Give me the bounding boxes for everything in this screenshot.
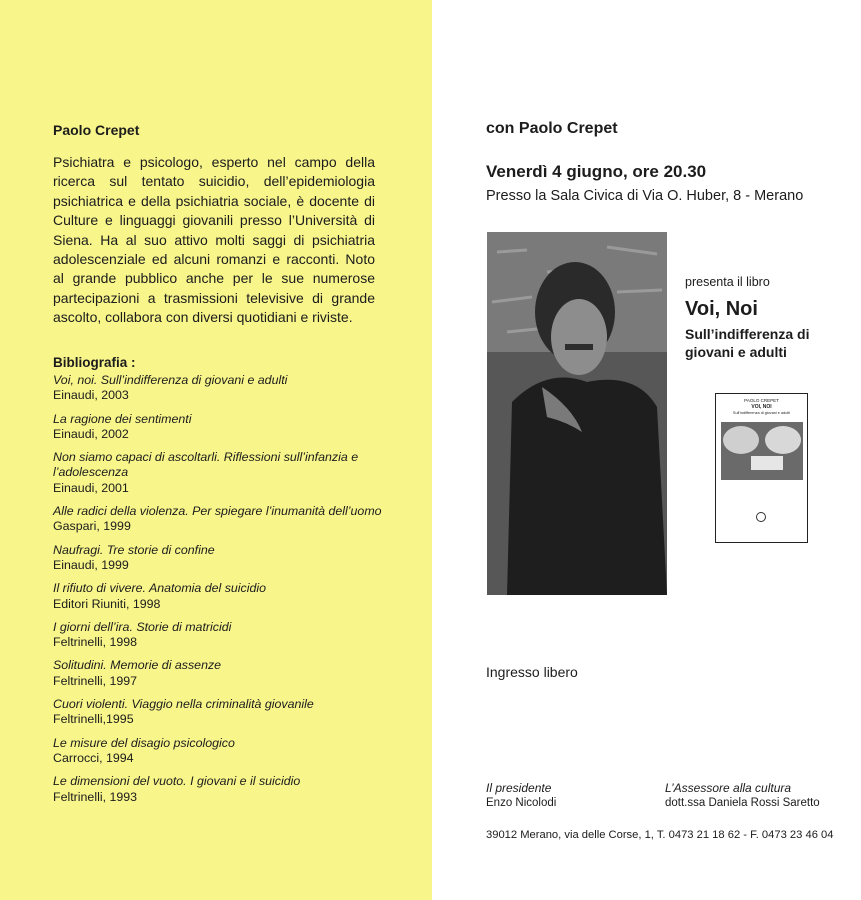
featured-book-title: Voi, Noi: [685, 298, 758, 320]
book-publisher: Einaudi, 1999: [53, 557, 129, 572]
entry-info: Ingresso libero: [486, 664, 578, 680]
book-publisher: Feltrinelli,1995: [53, 712, 134, 727]
book-publisher: Carrocci, 1994: [53, 750, 134, 765]
bibliography-item: [53, 450, 383, 496]
book-publisher: Gaspari, 1999: [53, 519, 131, 534]
book-publisher: Feltrinelli, 1998: [53, 635, 138, 650]
book-title: Il rifiuto di vivere. Anatomia del suicidio: [53, 581, 267, 596]
book-title: Voi, noi. Sull’indifferenza di giovani e adulti: [53, 373, 288, 387]
presents-label: presenta il libro: [685, 275, 770, 289]
book-publisher: Editori Riuniti, 1998: [53, 596, 161, 611]
bibliography-item: [53, 736, 383, 767]
book-title: Alle radici della violenza. Per spiegare l’inumanità dell’uomo: [53, 504, 382, 519]
book-title: Le dimensioni del vuoto. I giovani e il suicidio: [53, 774, 301, 789]
book-title: Cuori violenti. Viaggio nella criminalità giovanile: [53, 697, 314, 712]
bibliography-item: [53, 504, 383, 535]
author-bio: Psichiatra e psicologo, esperto nel campo della ricerca sul tentato suicidio, dell’epidemiologia psichiatrica e della psichiatria sociale, è docente di Culture e linguaggi giovanili presso l’Università di Siena. Ha al suo attivo molti saggi di psichiatria adolescenziale ed alcuni romanzi e racconti. Noto al grande pubblico anche per le sue numerose partecipazioni a trasmissioni televisive di grande ascolto, collabora con diversi quotidiani e riviste.: [53, 154, 375, 326]
event-date: Venerdì 4 giugno, ore 20.30: [486, 162, 707, 181]
event-guest: con Paolo Crepet: [486, 120, 618, 137]
contact-address: 39012 Merano, via delle Corse, 1, T. 0473 21 18 62 - F. 0473 23 46 04: [486, 829, 834, 841]
book-publisher: Einaudi, 2002: [53, 426, 129, 441]
signature-role-assessore: L’Assessore alla cultura: [665, 781, 792, 795]
signature-role-president: Il presidente: [486, 781, 552, 795]
signature-name-president: Enzo Nicolodi: [486, 797, 557, 809]
book-title: I giorni dell’ira. Storie di matricidi: [53, 619, 232, 634]
book-publisher: Einaudi, 2001: [53, 480, 129, 495]
cover-title: VOI, NOI: [751, 404, 772, 410]
book-title: Non siamo capaci di ascoltarli. Riflessioni sull’infanzia e l’adolescenza: [53, 450, 359, 480]
publisher-logo-icon: [756, 512, 766, 522]
bibliography-item: [53, 774, 383, 805]
book-cover: [715, 393, 808, 543]
author-photo: [487, 232, 667, 595]
book-title: Naufragi. Tre storie di confine: [53, 542, 215, 557]
featured-book-subtitle: Sull’indifferenza di giovani e adulti: [685, 326, 810, 360]
cover-image: [721, 422, 803, 480]
bibliography-item: [53, 412, 383, 443]
bibliography-item: [53, 373, 383, 404]
cover-image-illustration: [721, 422, 803, 480]
bibliography-item: [53, 658, 383, 689]
book-publisher: Feltrinelli, 1997: [53, 673, 138, 688]
bibliography-list: [53, 373, 383, 813]
book-title: Solitudini. Memorie di assenze: [53, 658, 222, 673]
book-title: Le misure del disagio psicologico: [53, 735, 235, 750]
bibliography-title: Bibliografia :: [53, 355, 136, 370]
event-venue: Presso la Sala Civica di Via O. Huber, 8 - Merano: [486, 188, 804, 204]
cover-author: PAOLO CREPET: [744, 398, 779, 403]
book-publisher: Einaudi, 2003: [53, 388, 129, 403]
bibliography-item: [53, 697, 383, 728]
author-photo-illustration: [487, 232, 667, 595]
bibliography-item: [53, 581, 383, 612]
signature-name-assessore: dott.ssa Daniela Rossi Saretto: [665, 797, 820, 809]
author-name: Paolo Crepet: [53, 122, 140, 138]
cover-subtitle: Sull’indifferenza di giovani e adulti: [732, 411, 791, 415]
bibliography-item: [53, 543, 383, 574]
book-title: La ragione dei sentimenti: [53, 411, 192, 426]
bibliography-item: [53, 620, 383, 651]
book-publisher: Feltrinelli, 1993: [53, 789, 138, 804]
